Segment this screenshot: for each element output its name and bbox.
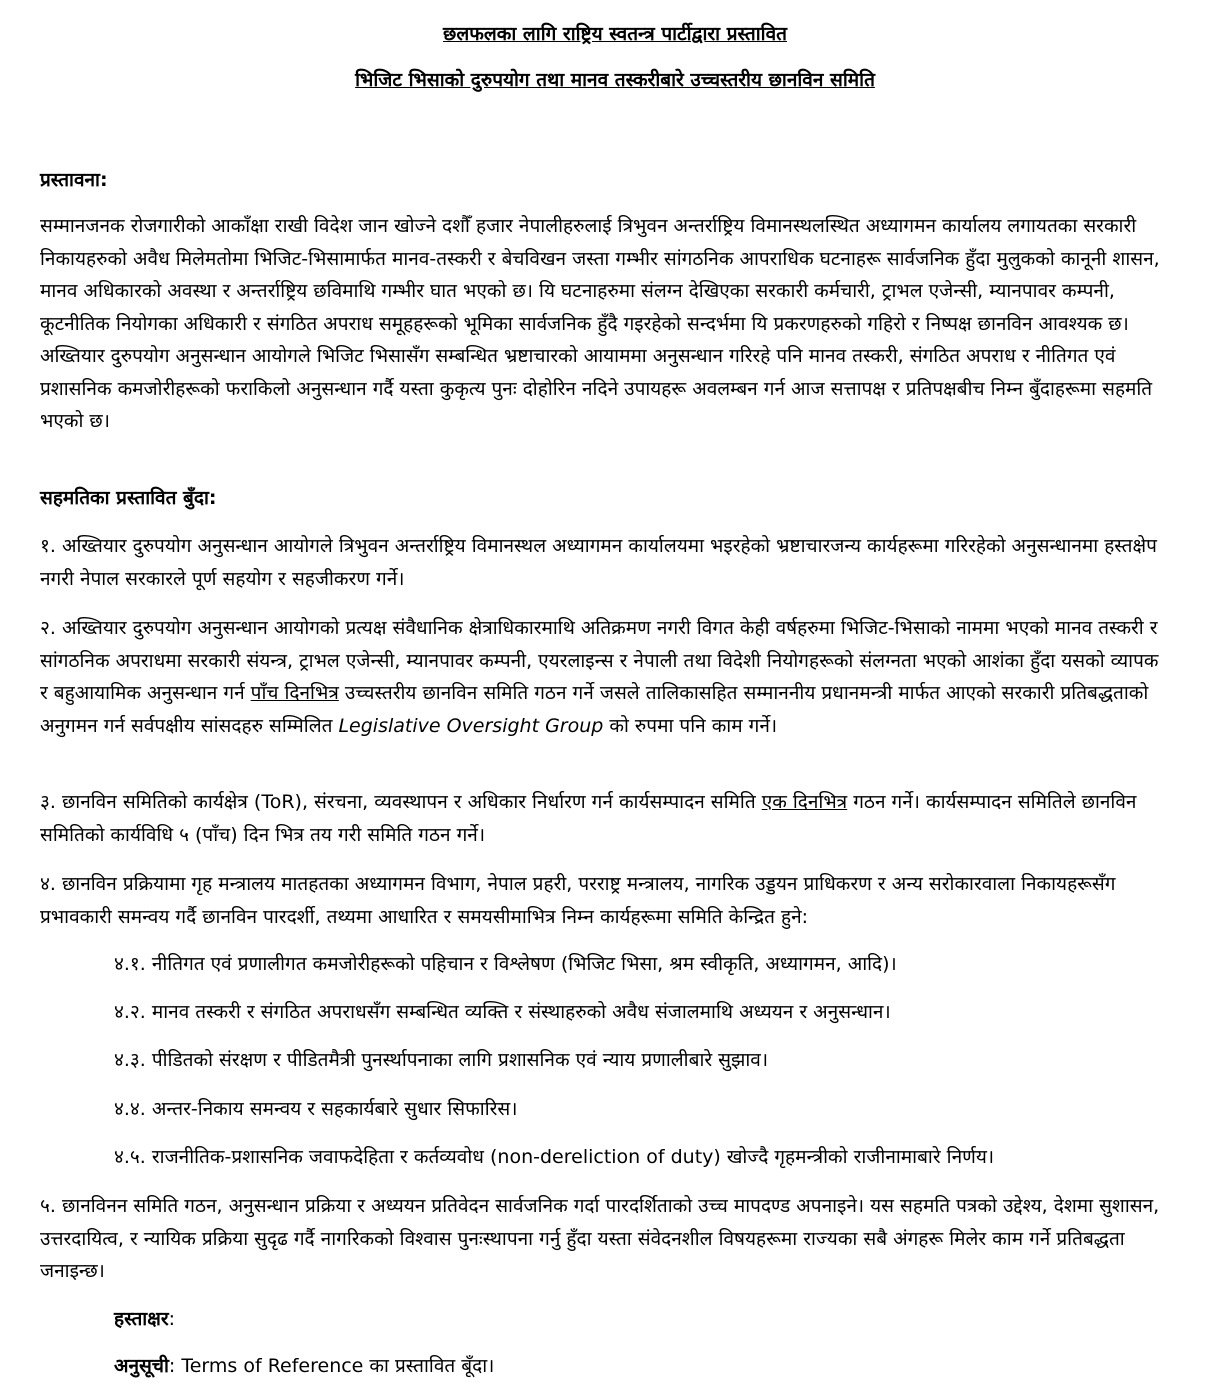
sub-point-4-3: ४.३. पीडितको संरक्षण र पीडितमैत्री पुनर्स्थापनाका लागि प्रशासनिक एवं न्याय प्रणालीबारे सुझाव। [114, 1049, 769, 1071]
point-2-paragraph [40, 612, 1170, 742]
annex-text: : Terms of Reference का प्रस्तावित बूँदा। [168, 1355, 495, 1377]
point-1-paragraph: १. अख्तियार दुरुपयोग अनुसन्धान आयोगले त्रिभुवन अन्तर्राष्ट्रिय विमानस्थल अध्यागमन कार्यालयमा भइरहेको भ्रष्टाचारजन्य कार्यहरूमा गरिरहेको अनुसन्धानमा हस्तक्षेप नगरी नेपाल सरकारले पूर्ण सहयोग र सहजीकरण गर्ने। [40, 535, 1157, 590]
point-2-deadline: पाँच दिनभित्र [250, 682, 339, 704]
sub-point-4-4: ४.४. अन्तर-निकाय समन्वय र सहकार्यबारे सुधार सिफारिस। [114, 1098, 518, 1120]
preamble-paragraph: सम्मानजनक रोजगारीको आकाँक्षा राखी विदेश जान खोज्ने दशौँ हजार नेपालीहरुलाई त्रिभुवन अन्तर्राष्ट्रिय विमानस्थलस्थित अध्यागमन कार्यालय लगायतका सरकारी निकायहरुको अवैध मिलेमतोमा भिजिट-भिसामार्फत मानव-तस्करी र बेचविखन जस्ता गम्भीर सांगठनिक आपराधिक घटनाहरू सार्वजनिक हुँदा मुलुकको कानूनी शासन, मानव अधिकारको अवस्था र अन्तर्राष्ट्रिय छविमाथि गम्भीर घात भएको छ। यि घटनाहरुमा संलग्न देखिएका सरकारी कर्मचारी, ट्राभल एजेन्सी, म्यानपावर कम्पनी, कूटनीतिक नियोगका अधिकारी र संगठित अपराध समूहहरूको भूमिका सार्वजनिक हुँदै गइरहेको सन्दर्भमा यि प्रकरणहरुको गहिरो र निष्पक्ष छानविन आवश्यक छ। अख्तियार दुरुपयोग अनुसन्धान आयोगले भिजिट भिसासँग सम्बन्धित भ्रष्टाचारको आयाममा अनुसन्धान गरिरहे पनि मानव तस्करी, संगठित अपराध र नीतिगत एवं प्रशासनिक कमजोरीहरूको फराकिलो अनुसन्धान गर्दै यस्ता कुकृत्य पुनः दोहोरिन नदिने उपायहरू अवलम्बन गर्न आज सत्तापक्ष र प्रतिपक्षबीच निम्न बुँदाहरूमा सहमति भएको छ। [40, 215, 1160, 432]
signature-label: हस्ताक्षर [114, 1308, 169, 1330]
sub-point-4-1: ४.१. नीतिगत एवं प्रणालीगत कमजोरीहरूको पहिचान र विश्लेषण (भिजिट भिसा, श्रम स्वीकृति, अध्यागमन, आदि)। [114, 953, 897, 975]
point-3-text-a: ३. छानविन समितिको कार्यक्षेत्र (ToR), संरचना, व्यवस्थापन र अधिकार निर्धारण गर्न कार्यसम्पादन समिति [40, 791, 762, 813]
annex-label: अनुसूची [114, 1355, 169, 1377]
point-2-text-a: २. अख्तियार दुरुपयोग अनुसन्धान आयोगको प्रत्यक्ष संवैधानिक क्षेत्राधिकारमाथि अतिक्रमण नगरी विगत केही वर्षहरुमा भिजिट-भिसाको नाममा भएको मानव तस्करी र सांगठनिक अपराधमा सरकारी संयन्त्र, ट्राभल एजेन्सी, म्यानपावर कम्पनी, एयरलाइन्स र नेपाली तथा विदेशी नियोगहरूको संलग्नता भएको आशंका हुँदा यसको व्यापक र बहुआयामिक अनुसन्धान गर्न [40, 617, 1159, 704]
point-3-paragraph [40, 786, 1170, 851]
document-title-line-2: भिजिट भिसाको दुरुपयोग तथा मानव तस्करीबारे उच्चस्तरीय छानविन समिति [355, 69, 875, 91]
point-4-paragraph: ४. छानविन प्रक्रियामा गृह मन्त्रालय मातहतका अध्यागमन विभाग, नेपाल प्रहरी, परराष्ट्र मन्त्रालय, नागरिक उड्डयन प्राधिकरण र अन्य सरोकारवाला निकायहरूसँग प्रभावकारी समन्वय गर्दै छानविन पारदर्शी, तथ्यमा आधारित र समयसीमाभित्र निम्न कार्यहरूमा समिति केन्द्रित हुने: [40, 873, 1116, 928]
point-3-text-b: गठन गर्ने। कार्यसम्पादन समितिले छानविन समितिको कार्यविधि ५ (पाँच) दिन भित्र तय गरी समिति गठन गर्ने। [40, 791, 1137, 846]
point-2-text-c: को रुपमा पनि काम गर्ने। [603, 714, 778, 737]
point-5-paragraph: ५. छानविनन समिति गठन, अनुसन्धान प्रक्रिया र अध्ययन प्रतिवेदन सार्वजनिक गर्दा पारदर्शिताको उच्च मापदण्ड अपनाइने। यस सहमति पत्रको उद्देश्य, देशमा सुशासन, उत्तरदायित्व, र न्यायिक प्रक्रिया सुदृढ गर्दै नागरिकको विश्वास पुनःस्थापना गर्नु हुँदा यस्ता संवेदनशील विषयहरूमा राज्यका सबै अंगहरू मिलेर काम गर्ने प्रतिबद्धता जनाइन्छ। [40, 1195, 1160, 1282]
point-2-text-b: उच्चस्तरीय छानविन समिति गठन गर्ने जसले तालिकासहित सम्माननीय प्रधानमन्त्री मार्फत आएको सरकारी प्रतिबद्धताको अनुगमन गर्न सर्वपक्षीय सांसदहरु सम्मिलित [40, 682, 1149, 737]
signature-line [114, 1305, 1194, 1331]
legislative-oversight-group: Legislative Oversight Group [338, 714, 604, 737]
annex-line [114, 1352, 1194, 1378]
preamble-heading: प्रस्तावना: [40, 169, 108, 191]
point-3-deadline: एक दिनभित्र [761, 791, 848, 813]
document-title-line-1: छलफलका लागि राष्ट्रिय स्वतन्त्र पार्टीद्वारा प्रस्तावित [443, 23, 787, 45]
signature-colon: : [168, 1308, 176, 1330]
sub-point-4-5: ४.५. राजनीतिक-प्रशासनिक जवाफदेहिता र कर्तव्यवोध (non-dereliction of duty) खोज्दै गृहमन्त्रीको राजीनामाबारे निर्णय। [114, 1146, 995, 1168]
proposed-points-heading: सहमतिका प्रस्तावित बुँदा: [40, 487, 217, 509]
sub-point-4-2: ४.२. मानव तस्करी र संगठित अपराधसँग सम्बन्धित व्यक्ति र संस्थाहरुको अवैध संजालमाथि अध्ययन र अनुसन्धान। [114, 1001, 891, 1023]
